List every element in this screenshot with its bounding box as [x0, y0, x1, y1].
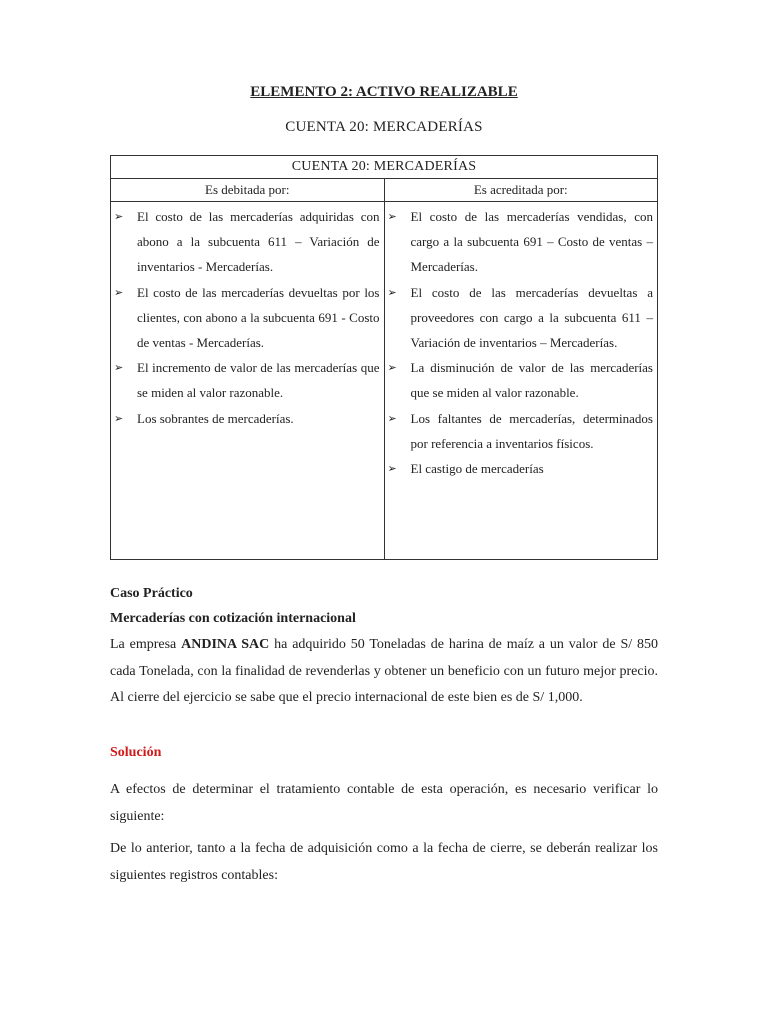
- arrow-bullet-icon: ➢: [387, 210, 397, 223]
- credit-item: [385, 204, 654, 280]
- credit-list: [385, 204, 654, 481]
- case-intro-paragraph: [110, 632, 658, 712]
- debit-item: [111, 406, 380, 431]
- solution-heading: Solución: [110, 745, 162, 760]
- credit-item-text: El castigo de mercaderías: [410, 461, 544, 477]
- credit-item: [385, 355, 654, 405]
- debit-item: [111, 355, 380, 405]
- debit-item: [111, 204, 380, 280]
- credit-item-text: La disminución de valor de las mercaderías que se miden al valor razonable.: [410, 360, 653, 401]
- debit-column-header: Es debitada por:: [111, 179, 385, 202]
- debit-cell: [111, 202, 385, 560]
- credit-item-text: El costo de las mercaderías devueltas a proveedores con cargo a la subcuenta 611 – Variación de inventarios – Mercaderías.: [410, 284, 653, 351]
- credit-column-header: Es acreditada por:: [384, 179, 658, 202]
- debit-item-text: Los sobrantes de mercaderías.: [137, 410, 294, 426]
- credit-item-text: Los faltantes de mercaderías, determinados por referencia a inventarios físicos.: [410, 410, 653, 451]
- case-subtitle: Mercaderías con cotización internacional: [110, 611, 356, 626]
- intro-text-before: La empresa: [110, 637, 182, 652]
- debit-item-text: El incremento de valor de las mercaderías que se miden al valor razonable.: [137, 360, 380, 401]
- debit-item: [111, 280, 380, 356]
- arrow-bullet-icon: ➢: [114, 210, 124, 223]
- debit-item-text: El costo de las mercaderías adquiridas con abono a la subcuenta 611 – Variación de inventarios - Mercaderías.: [137, 209, 380, 275]
- credit-item-text: El costo de las mercaderías vendidas, con cargo a la subcuenta 691 – Costo de ventas – Mercaderías.: [410, 209, 653, 275]
- document-title: ELEMENTO 2: ACTIVO REALIZABLE: [250, 84, 518, 100]
- case-title: Caso Práctico: [110, 586, 193, 601]
- credit-cell: [384, 202, 658, 560]
- document-subtitle: CUENTA 20: MERCADERÍAS: [285, 119, 483, 135]
- debit-list: [111, 204, 380, 431]
- arrow-bullet-icon: ➢: [114, 361, 124, 375]
- credit-item: [385, 280, 654, 356]
- company-name: ANDINA SAC: [181, 637, 270, 652]
- arrow-bullet-icon: ➢: [387, 462, 397, 476]
- debit-item-text: El costo de las mercaderías devueltas por los clientes, con abono a la subcuenta 691 - Costo de ventas - Mercaderías.: [137, 284, 380, 351]
- records-paragraph: De lo anterior, tanto a la fecha de adquisición como a la fecha de cierre, se deberán realizar los siguientes registros contables:: [110, 841, 658, 883]
- arrow-bullet-icon: ➢: [387, 361, 397, 375]
- arrow-bullet-icon: ➢: [114, 285, 124, 299]
- arrow-bullet-icon: ➢: [114, 411, 124, 425]
- credit-item: [385, 406, 654, 456]
- table-header: CUENTA 20: MERCADERÍAS: [111, 156, 658, 179]
- account-table: [110, 155, 658, 560]
- arrow-bullet-icon: ➢: [387, 411, 397, 425]
- solution-paragraph: A efectos de determinar el tratamiento contable de esta operación, es necesario verificar lo siguiente:: [110, 782, 658, 824]
- credit-item: [385, 456, 654, 481]
- arrow-bullet-icon: ➢: [387, 285, 397, 299]
- intro-text-after: ha adquirido 50 Toneladas de harina de maíz a un valor de S/ 850 cada Tonelada, con la finalidad de revenderlas y obtener un beneficio con un futuro mejor precio. Al cierre del ejercicio se sabe que el precio internacional de este bien es de S/ 1,000.: [110, 637, 658, 705]
